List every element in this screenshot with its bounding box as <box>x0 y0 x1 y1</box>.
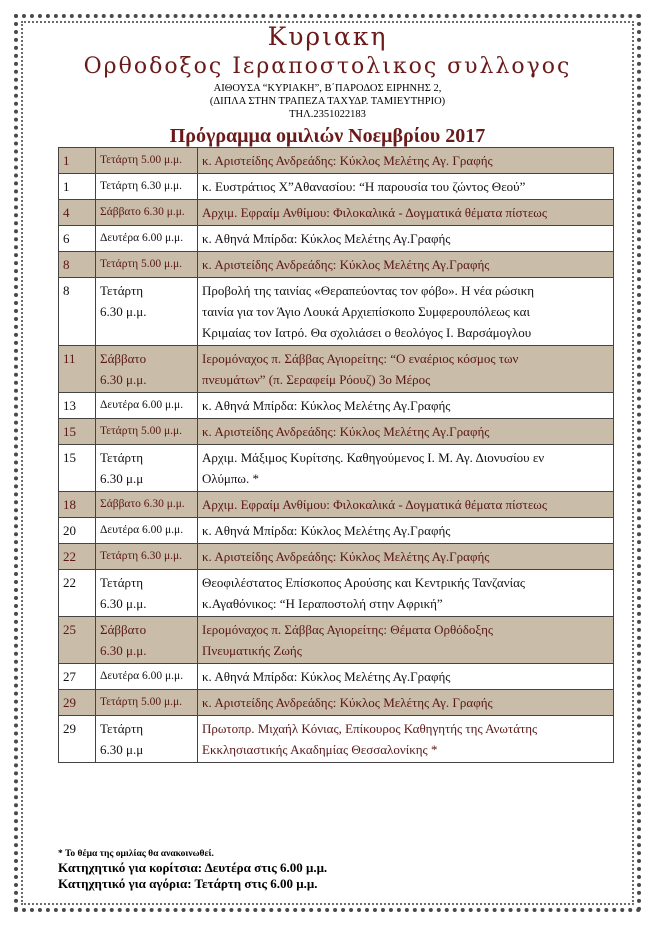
organization-subtitle: Ορθοδοξος Ιεραποστολικος συλλογος <box>83 54 572 79</box>
table-row <box>59 617 614 664</box>
time-cell: Τετάρτη 6.30 μ.μ. <box>96 544 198 570</box>
topic-cell <box>198 716 614 763</box>
day-cell: 8 <box>59 278 96 346</box>
table-row <box>59 570 614 617</box>
topic-cell: Αρχιμ. Εφραίμ Ανθίμου: Φιλοκαλικά - Δογματικά θέματα πίστεως <box>198 200 614 226</box>
catechism-boys: Κατηχητικό για αγόρια: Τετάρτη στις 6.00 μ.μ. <box>58 876 318 891</box>
table-row <box>59 492 614 518</box>
topic-cell: κ. Ευστράτιος Χ”Αθανασίου: “Η παρουσία του ζώντος Θεού” <box>198 174 614 200</box>
table-row <box>59 278 614 346</box>
topic-line: Πρωτοπρ. Μιχαήλ Κόνιας, Επίκουρος Καθηγητής της Ανωτάτης <box>202 721 538 736</box>
day-cell: 1 <box>59 174 96 200</box>
day-cell: 4 <box>59 200 96 226</box>
table-row <box>59 148 614 174</box>
time-cell: Δευτέρα 6.00 μ.μ. <box>96 226 198 252</box>
day-cell: 29 <box>59 716 96 763</box>
time-cell: Δευτέρα 6.00 μ.μ. <box>96 393 198 419</box>
table-row <box>59 664 614 690</box>
time-cell: Δευτέρα 6.00 μ.μ. <box>96 518 198 544</box>
day-cell: 18 <box>59 492 96 518</box>
topic-line: Εκκλησιαστικής Ακαδημίας Θεσσαλονίκης * <box>202 742 438 757</box>
topic-line: Ιερομόναχος π. Σάββας Αγιορείτης: “Ο εναέριος κόσμος των <box>202 351 519 366</box>
time-cell <box>96 617 198 664</box>
organization-title: Κυριακη <box>267 22 388 51</box>
time-hour: 6.30 μ.μ. <box>100 304 147 319</box>
time-cell <box>96 570 198 617</box>
topic-line: Προβολή της ταινίας «Θεραπεύοντας τον φόβο». Η νέα ρώσικη <box>202 283 535 298</box>
time-hour: 6.30 μ.μ <box>100 742 144 757</box>
table-row <box>59 252 614 278</box>
day-cell: 22 <box>59 544 96 570</box>
topic-line: Κριμαίας τον Ιατρό. Θα σχολιάσει ο θεολόγος Ι. Βαρσάμογλου <box>202 325 532 340</box>
table-row <box>59 544 614 570</box>
topic-line: Θεοφιλέστατος Επίσκοπος Αρούσης και Κεντρικής Τανζανίας <box>202 575 526 590</box>
time-day: Τετάρτη <box>100 575 144 590</box>
time-hour: 6.30 μ.μ <box>100 471 144 486</box>
topic-cell <box>198 278 614 346</box>
table-row <box>59 690 614 716</box>
day-cell: 1 <box>59 148 96 174</box>
time-day: Τετάρτη <box>100 721 144 736</box>
time-cell: Τετάρτη 5.00 μ.μ. <box>96 148 198 174</box>
time-cell <box>96 346 198 393</box>
time-cell: Τετάρτη 5.00 μ.μ. <box>96 252 198 278</box>
address-line-1: ΑΙΘΟΥΣΑ “ΚΥΡΙΑΚΗ”, Β΄ΠΑΡΟΔΟΣ ΕΙΡΗΝΗΣ 2, <box>213 83 442 94</box>
time-cell: Σάββατο 6.30 μ.μ. <box>96 200 198 226</box>
time-cell <box>96 445 198 492</box>
address-line-2: (ΔΙΠΛΑ ΣΤΗΝ ΤΡΑΠΕΖΑ ΤΑΧΥΔΡ. ΤΑΜΙΕΥΤΗΡΙΟ) <box>209 96 446 107</box>
time-cell: Τετάρτη 5.00 μ.μ. <box>96 419 198 445</box>
schedule-table <box>58 147 614 763</box>
footer <box>58 848 327 892</box>
header <box>0 22 655 148</box>
topic-line: Αρχιμ. Μάξιμος Κυρίτσης. Καθηγούμενος Ι. Μ. Αγ. Διονυσίου εν <box>202 450 545 465</box>
table-row <box>59 716 614 763</box>
topic-cell: κ. Αριστείδης Ανδρεάδης: Κύκλος Μελέτης Αγ.Γραφής <box>198 544 614 570</box>
time-hour: 6.30 μ.μ. <box>100 372 147 387</box>
topic-cell: κ. Αθηνά Μπίρδα: Κύκλος Μελέτης Αγ.Γραφής <box>198 664 614 690</box>
day-cell: 15 <box>59 445 96 492</box>
topic-line: ταινία για τον Άγιο Λουκά Αρχιεπίσκοπο Συμφερουπόλεως και <box>202 304 530 319</box>
time-day: Σάββατο <box>100 622 147 637</box>
topic-cell: κ. Αριστείδης Ανδρεάδης: Κύκλος Μελέτης Αγ.Γραφής <box>198 419 614 445</box>
table-row <box>59 174 614 200</box>
topic-line: Ιερομόναχος π. Σάββας Αγιορείτης: Θέματα Ορθόδοξης <box>202 622 494 637</box>
time-cell: Δευτέρα 6.00 μ.μ. <box>96 664 198 690</box>
table-row <box>59 518 614 544</box>
table-row <box>59 226 614 252</box>
table-row <box>59 393 614 419</box>
topic-cell: κ. Αριστείδης Ανδρεάδης: Κύκλος Μελέτης Αγ. Γραφής <box>198 690 614 716</box>
time-hour: 6.30 μ.μ. <box>100 596 147 611</box>
table-row <box>59 200 614 226</box>
time-day: Τετάρτη <box>100 283 144 298</box>
topic-line: Ολύμπω. * <box>202 471 259 486</box>
topic-cell: κ. Αθηνά Μπίρδα: Κύκλος Μελέτης Αγ.Γραφής <box>198 393 614 419</box>
table-row <box>59 445 614 492</box>
day-cell: 27 <box>59 664 96 690</box>
day-cell: 22 <box>59 570 96 617</box>
topic-line: Πνευματικής Ζωής <box>202 643 302 658</box>
day-cell: 15 <box>59 419 96 445</box>
topic-cell <box>198 617 614 664</box>
table-row <box>59 419 614 445</box>
table-row <box>59 346 614 393</box>
time-cell <box>96 278 198 346</box>
phone: ΤΗΛ.2351022183 <box>289 109 366 120</box>
topic-cell: κ. Αθηνά Μπίρδα: Κύκλος Μελέτης Αγ.Γραφής <box>198 518 614 544</box>
time-day: Σάββατο <box>100 351 147 366</box>
day-cell: 11 <box>59 346 96 393</box>
footnote: * Το θέμα της ομιλίας θα ανακοινωθεί. <box>58 849 214 859</box>
time-cell: Σάββατο 6.30 μ.μ. <box>96 492 198 518</box>
day-cell: 13 <box>59 393 96 419</box>
schedule-heading: Πρόγραμμα ομιλιών Νοεμβρίου 2017 <box>169 125 486 147</box>
day-cell: 29 <box>59 690 96 716</box>
topic-line: κ.Αγαθόνικος: “Η Ιεραποστολή στην Αφρική” <box>202 596 443 611</box>
topic-cell: Αρχιμ. Εφραίμ Ανθίμου: Φιλοκαλικά - Δογματικά θέματα πίστεως <box>198 492 614 518</box>
topic-cell: κ. Αθηνά Μπίρδα: Κύκλος Μελέτης Αγ.Γραφής <box>198 226 614 252</box>
topic-cell <box>198 570 614 617</box>
topic-cell: κ. Αριστείδης Ανδρεάδης: Κύκλος Μελέτης Αγ. Γραφής <box>198 148 614 174</box>
time-day: Τετάρτη <box>100 450 144 465</box>
day-cell: 25 <box>59 617 96 664</box>
day-cell: 8 <box>59 252 96 278</box>
time-cell: Τετάρτη 6.30 μ.μ. <box>96 174 198 200</box>
time-cell <box>96 716 198 763</box>
topic-cell <box>198 445 614 492</box>
day-cell: 20 <box>59 518 96 544</box>
time-cell: Τετάρτη 5.00 μ.μ. <box>96 690 198 716</box>
catechism-girls: Κατηχητικό για κορίτσια: Δευτέρα στις 6.00 μ.μ. <box>58 860 328 875</box>
time-hour: 6.30 μ.μ. <box>100 643 147 658</box>
topic-cell <box>198 346 614 393</box>
topic-line: πνευμάτων” (π. Σεραφείμ Ρόουζ) 3ο Μέρος <box>202 372 431 387</box>
day-cell: 6 <box>59 226 96 252</box>
topic-cell: κ. Αριστείδης Ανδρεάδης: Κύκλος Μελέτης Αγ.Γραφής <box>198 252 614 278</box>
